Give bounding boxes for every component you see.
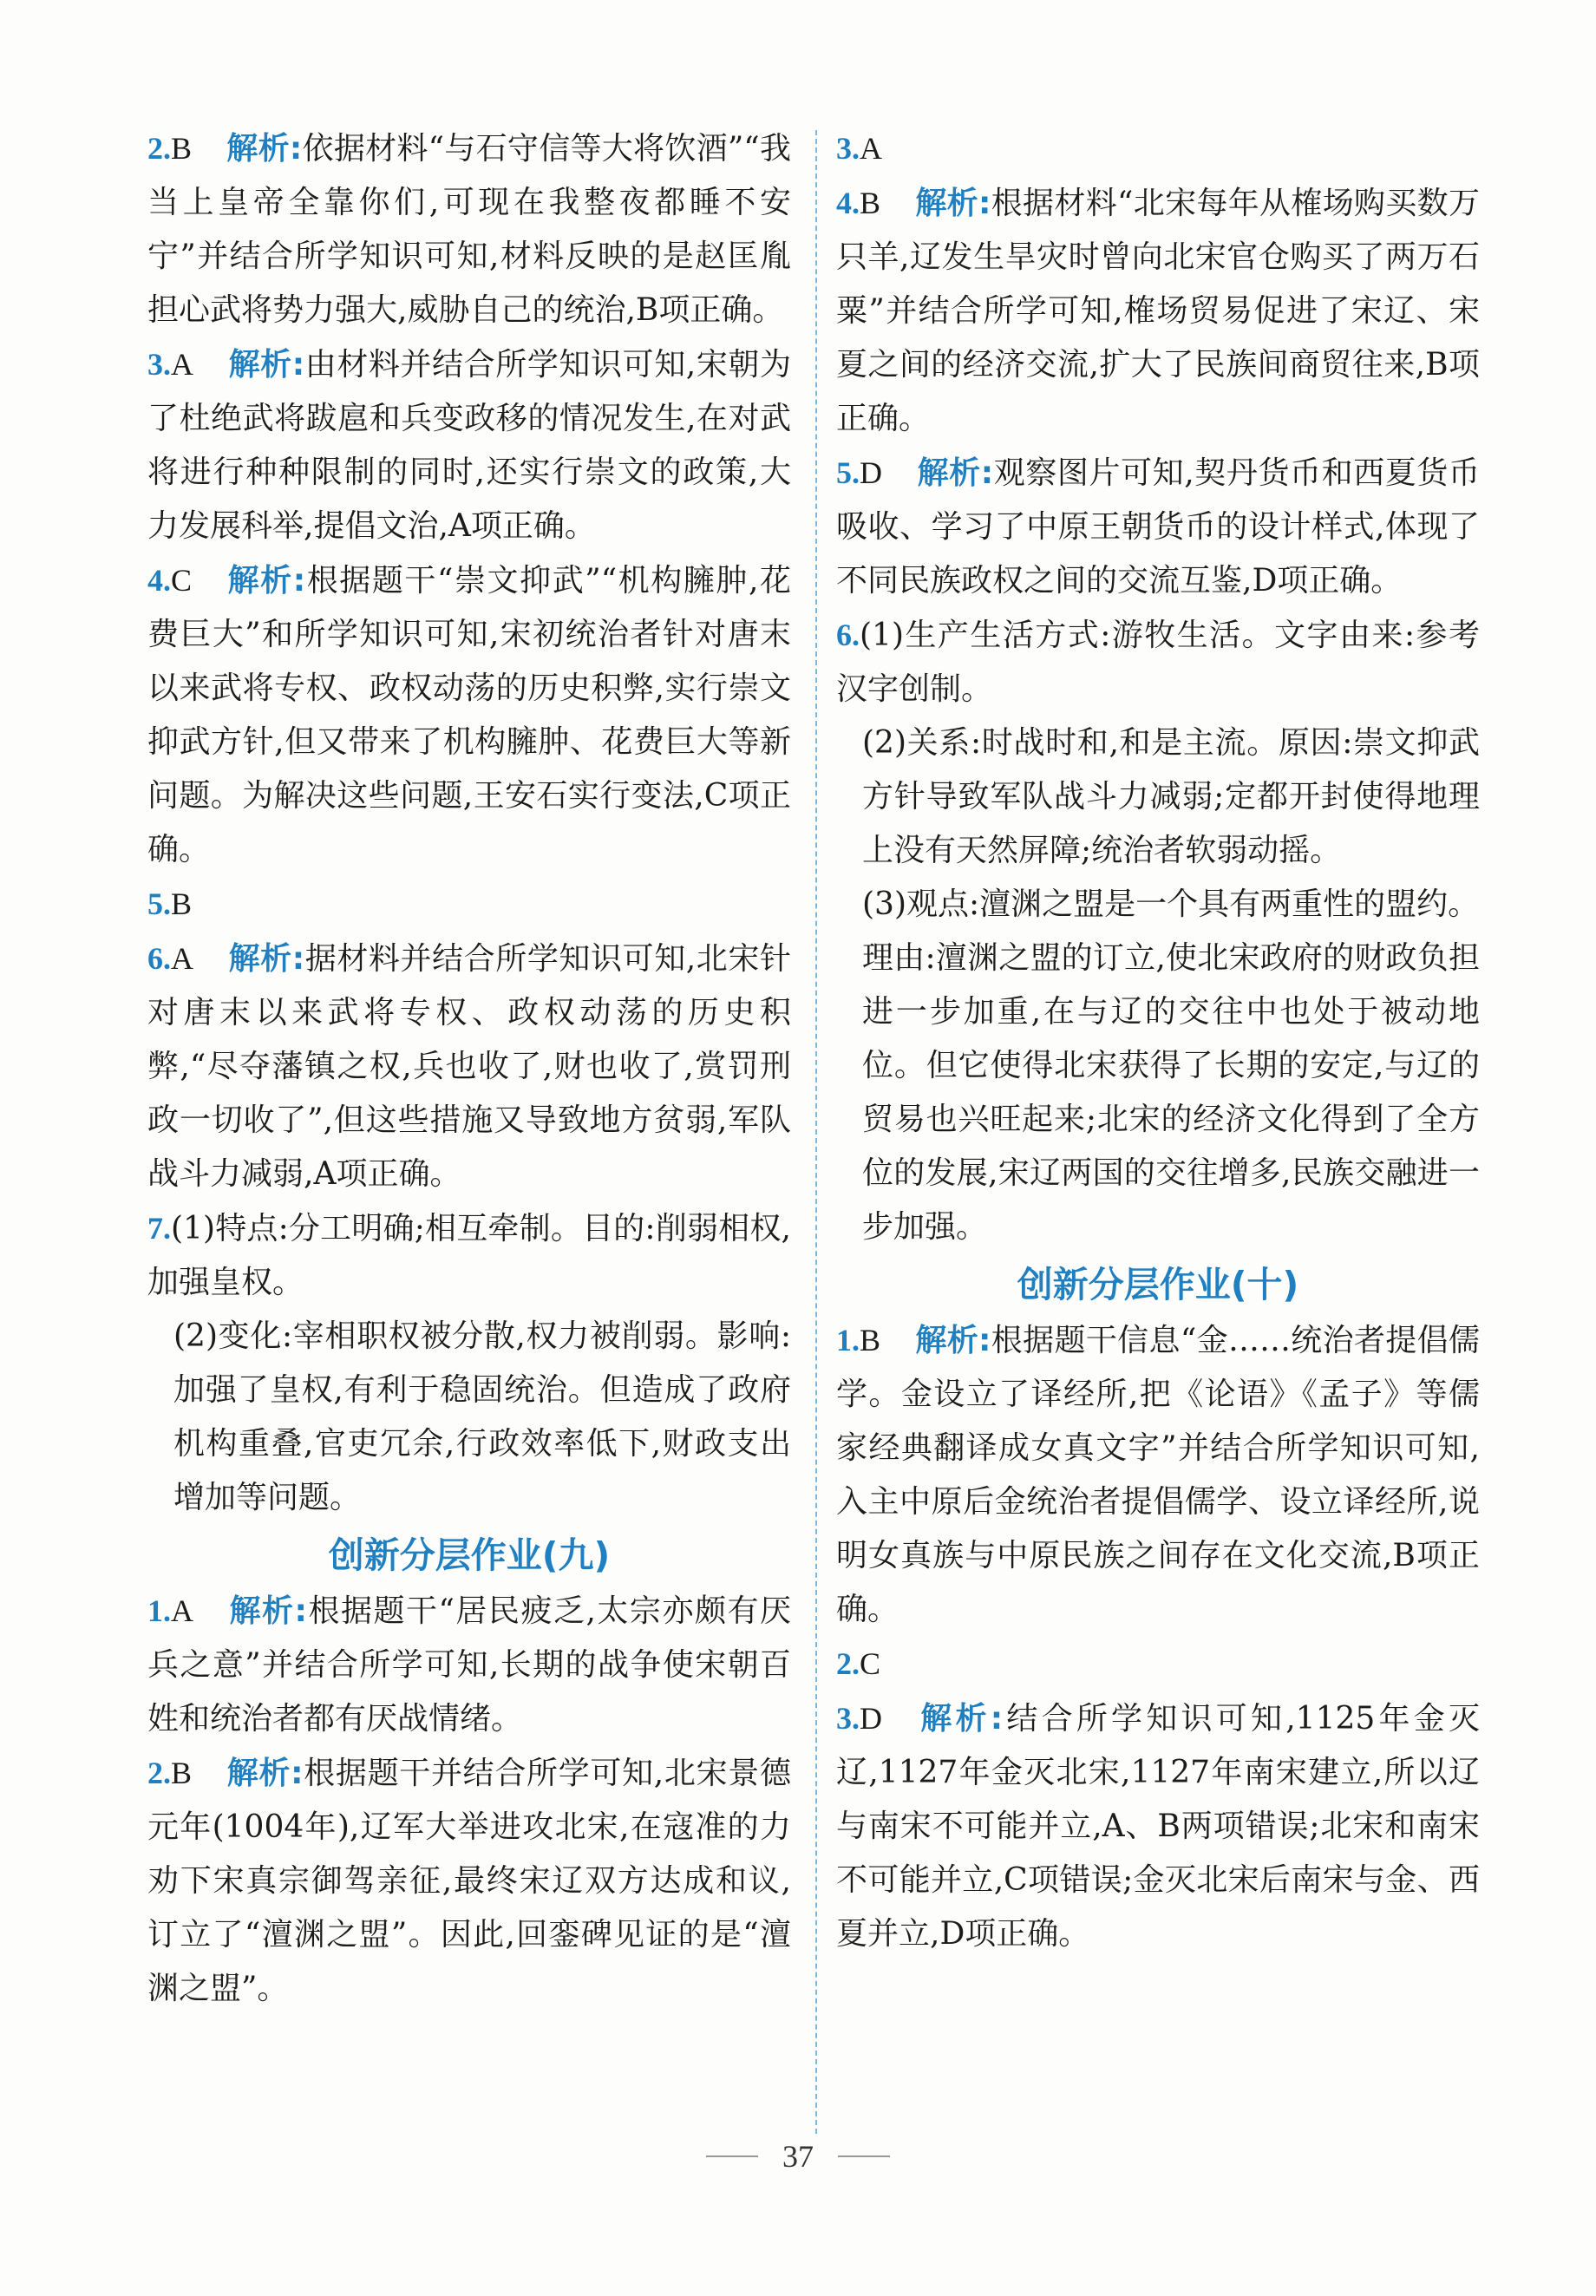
answer-text: 由材料并结合所学知识可知,宋朝为了杜绝武将跋扈和兵变政移的情况发生,在对武将进行种种限制的同时,还实行崇文的政策,大力发展科举,提倡文治,A项正确。 [147, 347, 791, 544]
answer-item [147, 1746, 791, 2016]
question-number: 4. [836, 186, 860, 220]
answer-item [836, 121, 1480, 176]
question-number: 4. [147, 563, 171, 598]
answer-choice: C [860, 1646, 881, 1681]
answer-text: 结合所学知识可知,1125年金灭辽,1127年金灭北宋,1127年南宋建立,所以辽与南宋不可能并立,A、B两项错误;北宋和南宋不可能并立,C项错误;金灭北宋后南宋与金、西夏并立,D项正确。 [836, 1701, 1480, 1952]
question-number: 7. [147, 1211, 171, 1246]
answer-choice: A [171, 1593, 193, 1628]
answer-choice: C [171, 563, 193, 598]
analysis-label: 解析: [915, 186, 991, 221]
question-number: 3. [836, 131, 860, 166]
answer-choice: B [171, 1756, 193, 1790]
answer-text: 根据题干信息“金……统治者提倡儒学。金设立了译经所,把《论语》《孟子》等儒家经典翻译成女真文字”并结合所学知识可知,入主中原后金统治者提倡儒学、设立译经所,说明女真族与中原民族之间存在文化交流,B项正确。 [836, 1323, 1481, 1627]
answer-item [147, 1584, 791, 1746]
answer-choice: D [860, 1701, 882, 1736]
answer-item [836, 176, 1480, 446]
answer-choice: B [860, 1323, 881, 1357]
analysis-label: 解析: [226, 563, 306, 599]
answer-text: 据材料并结合所学知识可知,北宋针对唐末以来武将专权、政权动荡的历史积弊,“尽夺藩镇之权,兵也收了,财也收了,赏罚刑政一切收了”,但这些措施又导致地方贫弱,军队战斗力减弱,A项正确。 [147, 941, 791, 1192]
question-number: 2. [836, 1646, 860, 1681]
answer-item [836, 446, 1480, 608]
answer-text: 依据材料“与石守信等大将饮酒”“我当上皇帝全靠你们,可现在我整夜都睡不安宁”并结合所学知识可知,材料反映的是赵匡胤担心武将势力强大,威胁自己的统治,B项正确。 [147, 131, 791, 328]
footer-dash-left [706, 2155, 758, 2157]
answer-item [147, 337, 791, 553]
answer-choice: A [171, 941, 193, 976]
right-column [836, 121, 1480, 1961]
answer-subpart: 理由:澶渊之盟的订立,使北宋政府的财政负担进一步加重,在与辽的交往中也处于被动地位。但它使得北宋获得了长期的安定,与辽的贸易也兴旺起来;北宋的经济文化得到了全方位的发展,宋辽两国的交往增多,民族交融进一步加强。 [862, 940, 1480, 1245]
question-number: 3. [836, 1701, 860, 1736]
answer-item [147, 932, 791, 1201]
answer-item [147, 121, 791, 337]
analysis-label: 解析: [226, 1756, 304, 1791]
answer-text: 观察图片可知,契丹货币和西夏货币吸收、学习了中原王朝货币的设计样式,体现了不同民族政权之间的交流互鉴,D项正确。 [836, 455, 1480, 599]
question-number: 2. [147, 1756, 171, 1790]
page-number: 37 [782, 2139, 814, 2174]
answer-text: (1)生产生活方式:游牧生活。文字由来:参考汉字创制。 [836, 618, 1480, 707]
answer-item [836, 1313, 1480, 1637]
column-divider [815, 130, 817, 2134]
question-number: 5. [147, 886, 171, 921]
answer-choice: B [171, 886, 193, 921]
answer-choice: A [860, 131, 882, 166]
analysis-label: 解析: [917, 1701, 1004, 1737]
answer-text: (1)特点:分工明确;相互牵制。目的:削弱相权,加强皇权。 [147, 1211, 791, 1300]
answer-subpart: (3)观点:澶渊之盟是一个具有两重性的盟约。 [862, 886, 1480, 922]
answer-item [836, 1637, 1480, 1691]
answer-subpart: (2)变化:宰相职权被分散,权力被削弱。影响:加强了皇权,有利于稳固统治。但造成了政府机构重叠,官吏冗余,行政效率低下,财政支出增加等问题。 [173, 1318, 791, 1515]
section-heading: 创新分层作业(十) [1017, 1264, 1299, 1305]
answer-item [836, 1691, 1480, 1961]
question-number: 1. [147, 1593, 171, 1628]
footer-dash-right [838, 2155, 890, 2157]
answer-item [147, 553, 791, 877]
answer-subpart: (2)关系:时战时和,和是主流。原因:崇文抑武方针导致军队战斗力减弱;定都开封使得地理上没有天然屏障;统治者软弱动摇。 [862, 725, 1480, 868]
question-number: 6. [147, 941, 171, 976]
section-heading: 创新分层作业(九) [328, 1534, 611, 1576]
answer-item [147, 877, 791, 932]
answer-text: 根据题干“崇文抑武”“机构臃肿,花费巨大”和所学知识可知,宋初统治者针对唐末以来武将专权、政权动荡的历史积弊,实行崇文抑武方针,但又带来了机构臃肿、花费巨大等新问题。为解决这些问题,王安石实行变法,C项正确。 [147, 563, 791, 867]
question-number: 6. [836, 618, 860, 652]
answer-text: 根据材料“北宋每年从榷场购买数万只羊,辽发生旱灾时曾向北宋官仓购买了两万石粟”并结合所学可知,榷场贸易促进了宋辽、宋夏之间的经济交流,扩大了民族间商贸往来,B项正确。 [836, 186, 1480, 436]
question-number: 5. [836, 455, 860, 490]
answer-item [836, 608, 1480, 716]
analysis-label: 解析: [228, 347, 305, 383]
question-number: 1. [836, 1323, 860, 1357]
answer-text: 根据题干并结合所学可知,北宋景德元年(1004年),辽军大举进攻北宋,在寇准的力劝下宋真宗御驾亲征,最终宋辽双方达成和议,订立了“澶渊之盟”。因此,回銮碑见证的是“澶渊之盟”。 [147, 1756, 791, 2006]
analysis-label: 解析: [228, 941, 305, 977]
left-column [147, 121, 791, 2016]
analysis-label: 解析: [226, 131, 303, 167]
answer-text: 根据题干“居民疲乏,太宗亦颇有厌兵之意”并结合所学可知,长期的战争使宋朝百姓和统治者都有厌战情绪。 [147, 1593, 791, 1737]
answer-choice: B [171, 131, 193, 166]
question-number: 3. [147, 347, 171, 382]
answer-choice: D [860, 455, 882, 490]
analysis-label: 解析: [228, 1593, 307, 1629]
question-number: 2. [147, 131, 171, 166]
answer-choice: A [171, 347, 193, 382]
analysis-label: 解析: [915, 1323, 991, 1358]
analysis-label: 解析: [917, 455, 994, 491]
page-footer [0, 2130, 1596, 2182]
answer-item [147, 1201, 791, 1310]
answer-choice: B [860, 186, 881, 220]
